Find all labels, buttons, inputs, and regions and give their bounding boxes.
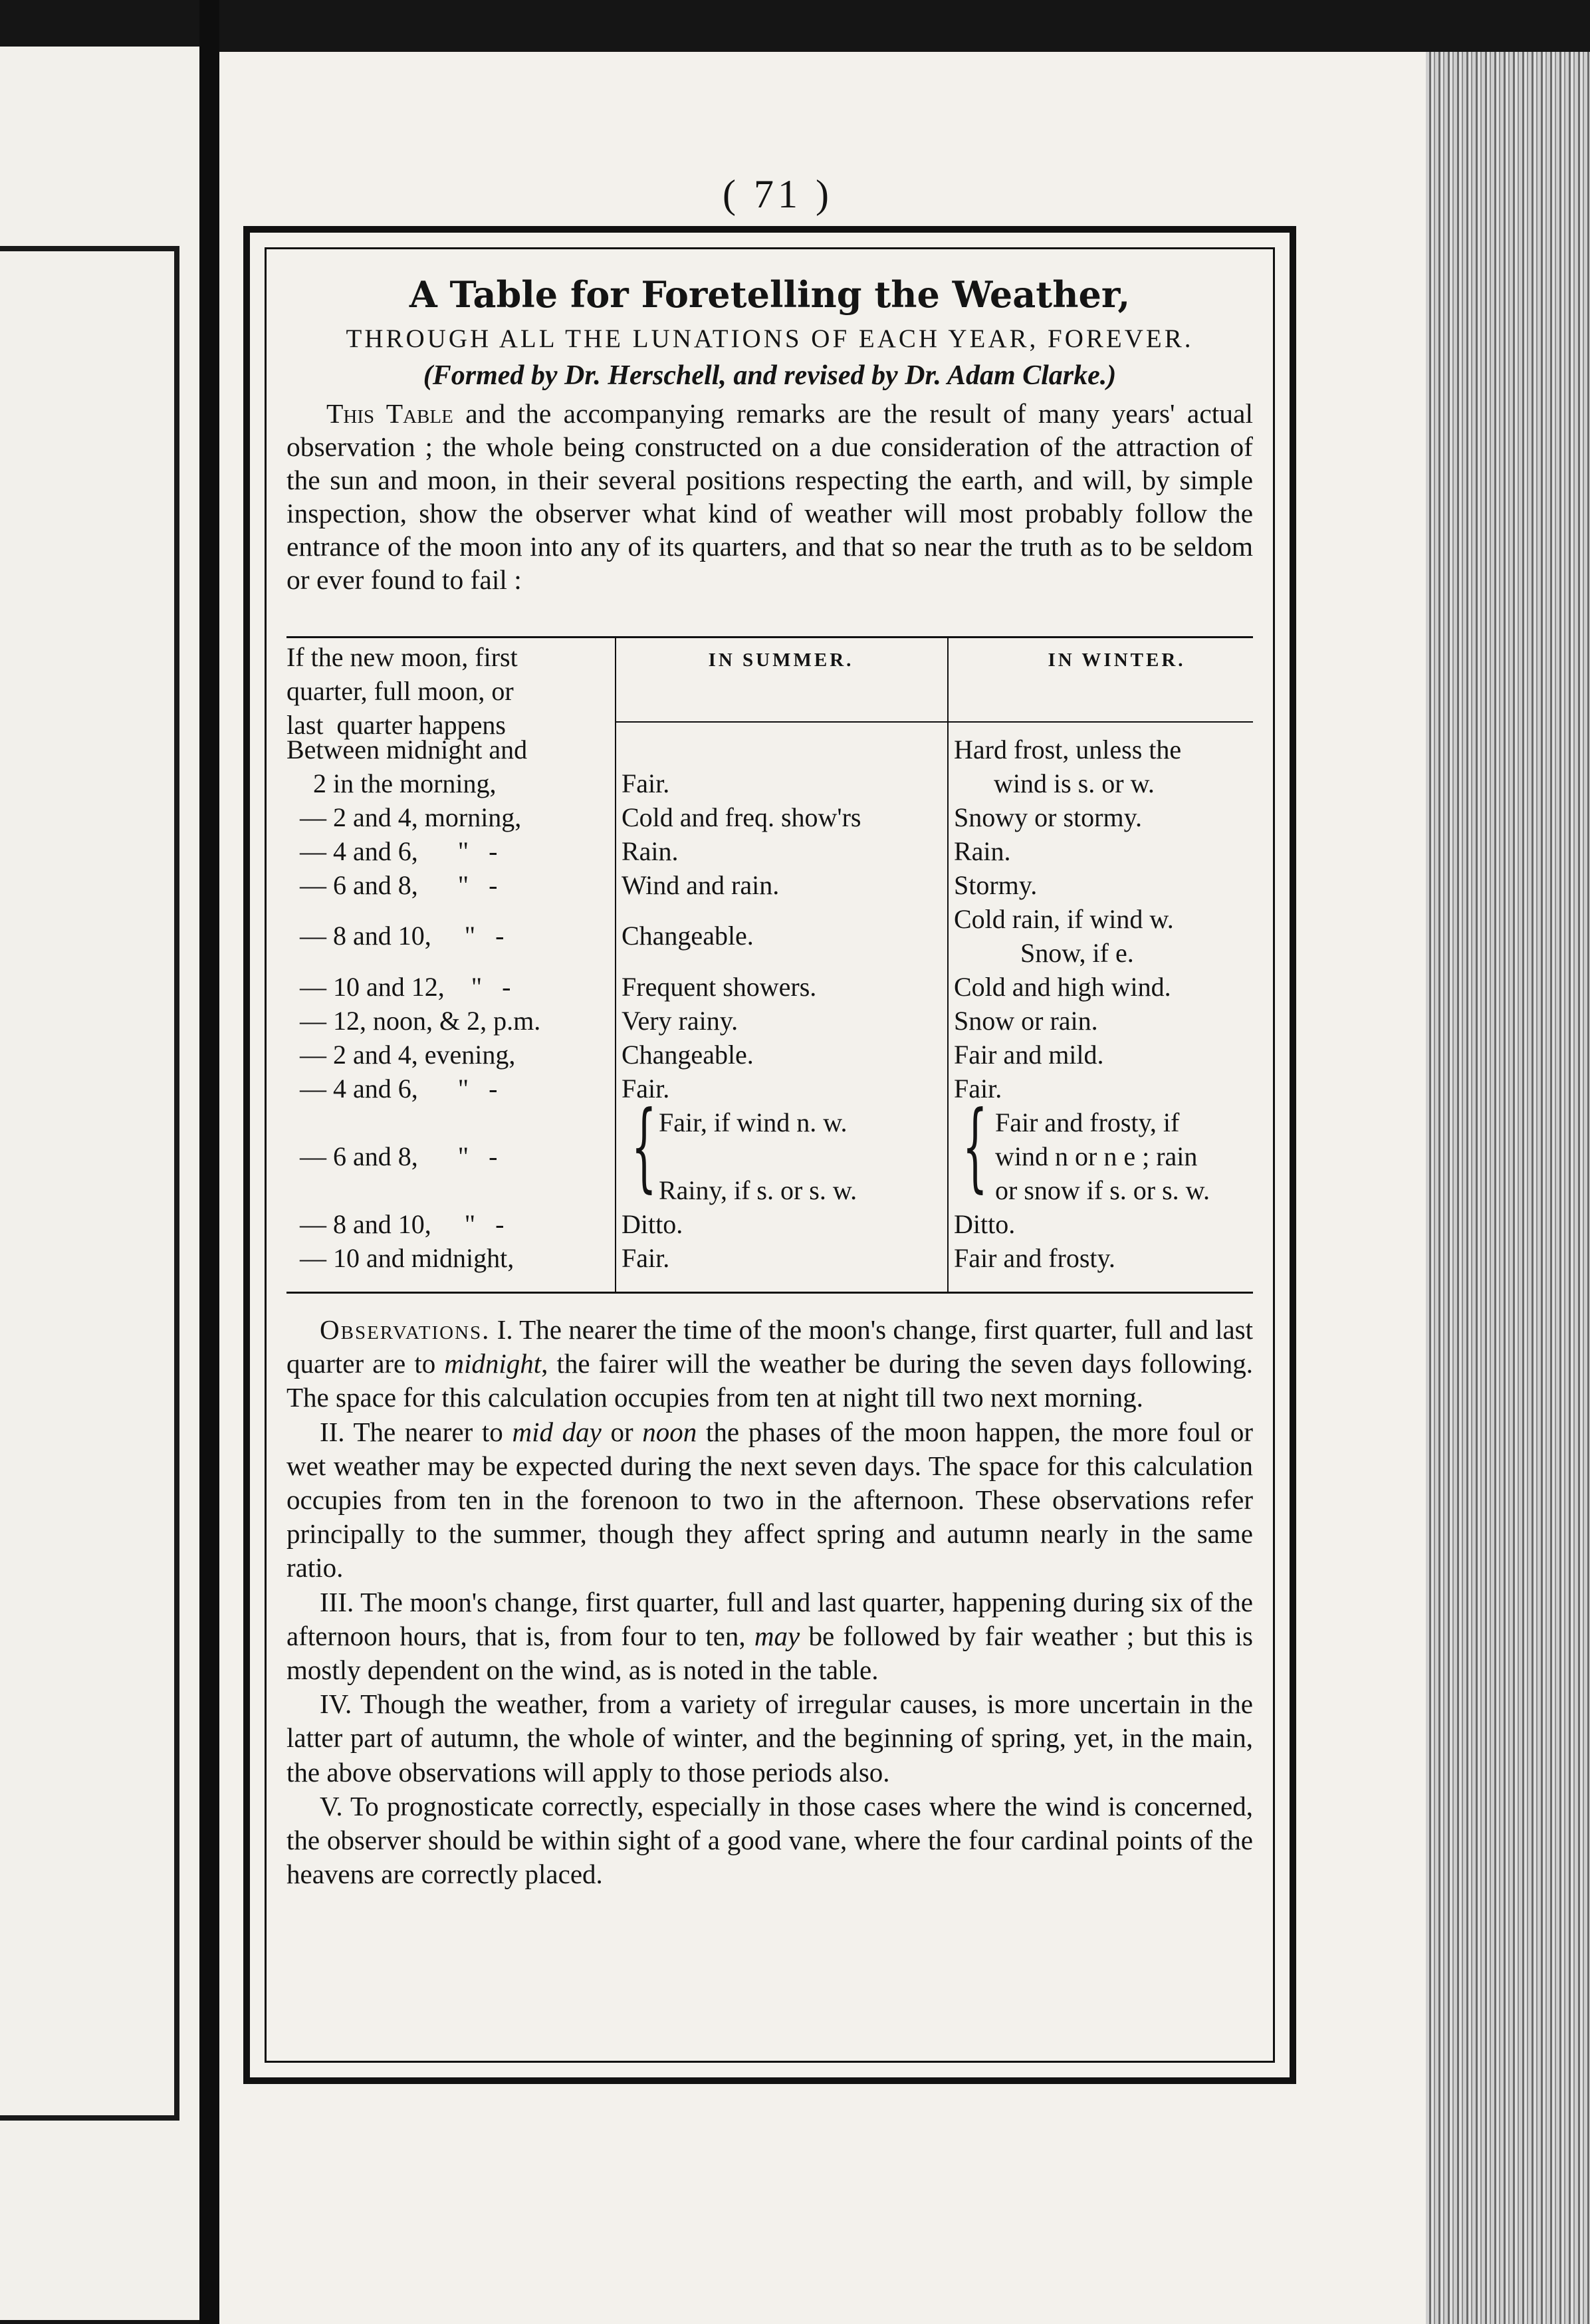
table-cell-winter: Fair and frosty. xyxy=(954,1243,1115,1273)
table-cell-summer: Rain. xyxy=(622,836,679,866)
table-cell-winter: Rain. xyxy=(954,836,1011,866)
observation-text: , the fairer will the weather be during the seven days following. The space for this calculation occupies from ten at night till two next morning. xyxy=(286,1348,1253,1413)
observation-number: V. xyxy=(320,1790,343,1821)
summer-brace: { xyxy=(631,1090,657,1203)
credit-line: (Formed by Dr. Herschell, and revised by Dr. Adam Clarke.) xyxy=(423,360,1117,391)
table-header-rule xyxy=(615,721,1253,723)
observation-paragraph xyxy=(286,1687,1253,1790)
table-cell-summer: Very rainy. xyxy=(622,1006,738,1036)
table-cell-time: — 6 and 8, " - xyxy=(286,870,498,900)
emphasized-text: midnight xyxy=(444,1348,542,1379)
row-header-note: If the new moon, first quarter, full moon, or last quarter happens xyxy=(286,642,518,740)
table-rule-bottom xyxy=(286,1292,1253,1294)
observation-number: II. xyxy=(320,1416,345,1447)
table-cell-time: — 10 and midnight, xyxy=(286,1243,514,1273)
observation-text: The nearer to xyxy=(344,1416,512,1447)
observation-text: To prognosticate correctly, especially in those cases where the wind is concerned, the observer should be within sight of a good vane, where the four cardinal points of the heavens are correctly placed. xyxy=(286,1790,1253,1890)
table-cell-summer: Cold and freq. show'rs xyxy=(622,802,861,832)
weather-table xyxy=(286,636,1253,1294)
table-cell-time: — 2 and 4, evening, xyxy=(286,1040,516,1070)
table-cell-winter: Snowy or stormy. xyxy=(954,802,1142,832)
table-cell-winter: Stormy. xyxy=(954,870,1038,900)
table-cell-winter: Snow or rain. xyxy=(954,1006,1098,1036)
table-cell-summer: Fair. xyxy=(622,768,670,798)
table-cell-time: — 2 and 4, morning, xyxy=(286,802,522,832)
intro-paragraph xyxy=(286,397,1253,596)
observation-text: The nearer the time of the moon's change, first quarter, full and last quarter are to xyxy=(286,1314,1254,1379)
observation-text: be followed by fair weather ; but this is mostly dependent on the wind, as is noted in the table. xyxy=(286,1620,1254,1686)
table-cell-winter: Hard frost, unless the wind is s. or w. xyxy=(954,735,1182,798)
table-cell-winter: Fair and mild. xyxy=(954,1040,1104,1070)
table-cell-summer: Fair. xyxy=(622,1243,670,1273)
table-cell-winter: Cold and high wind. xyxy=(954,972,1171,1002)
observation-text: The moon's change, first quarter, full and last quarter, happening during six of the afternoon hours, that is, from four to ten, xyxy=(286,1586,1253,1651)
table-cell-time: — 4 and 6, " - xyxy=(286,1074,498,1104)
intro-text: and the accompanying remarks are the result of many years' actual observation ; the whole being constructed on a due consideration of the attraction of the sun and moon, in their several positions respecting the earth, and will, by simple inspection, show the observer what kind of weather will most probably follow the entrance of the moon into any of its quarters, and that so near the truth as to be seldom or ever found to fail : xyxy=(286,398,1253,595)
weather-table-frame xyxy=(243,226,1296,2084)
previous-page-frame xyxy=(0,246,179,2121)
table-cell-time: — 8 and 10, " - xyxy=(286,921,505,951)
table-cell-summer: Ditto. xyxy=(622,1209,683,1239)
column-divider xyxy=(947,636,949,1293)
book-gutter xyxy=(199,0,219,2324)
table-cell-summer: Changeable. xyxy=(622,1040,754,1070)
table-cell-summer: Wind and rain. xyxy=(622,870,780,900)
observation-text: or xyxy=(601,1416,643,1447)
observation-paragraph xyxy=(286,1585,1253,1688)
page-title: A Table for Foretelling the Weather, xyxy=(409,273,1131,316)
table-cell-winter: Fair and frosty, if wind n or n e ; rain or snow if s. or s. w. xyxy=(995,1107,1210,1205)
weather-table-inner-frame xyxy=(265,247,1275,2063)
table-cell-time: — 10 and 12, " - xyxy=(286,972,511,1002)
winter-brace: { xyxy=(962,1090,988,1203)
table-cell-time: — 6 and 8, " - xyxy=(286,1141,498,1171)
table-rule-top xyxy=(286,636,1253,638)
table-cell-summer: Changeable. xyxy=(622,921,754,951)
previous-page xyxy=(0,47,199,2320)
emphasized-text: may xyxy=(754,1620,800,1651)
observation-paragraph xyxy=(286,1790,1253,1892)
column-header-winter: IN WINTER. xyxy=(1048,649,1186,671)
table-cell-winter: Ditto. xyxy=(954,1209,1016,1239)
page-number: ( 71 ) xyxy=(723,172,833,216)
observation-number: IV. xyxy=(320,1688,352,1720)
table-cell-time: Between midnight and 2 in the morning, xyxy=(286,735,528,798)
intro-lead: This Table xyxy=(326,398,453,429)
observations-label: Observations. xyxy=(320,1314,491,1345)
table-cell-summer: Fair, if wind n. w. Rainy, if s. or s. w. xyxy=(659,1107,857,1205)
table-cell-winter: Fair. xyxy=(954,1074,1002,1104)
table-cell-time: — 4 and 6, " - xyxy=(286,836,498,866)
table-cell-time: — 12, noon, & 2, p.m. xyxy=(286,1006,541,1036)
emphasized-text: noon xyxy=(642,1416,697,1447)
page-edges xyxy=(1426,52,1590,2324)
observation-paragraph xyxy=(286,1313,1253,1415)
column-divider xyxy=(615,636,616,1293)
table-cell-summer: Fair. xyxy=(622,1074,670,1104)
emphasized-text: mid day xyxy=(512,1416,602,1447)
observation-number: I. xyxy=(497,1314,513,1345)
subtitle: THROUGH ALL THE LUNATIONS OF EACH YEAR, FOREVER. xyxy=(346,324,1194,353)
column-header-summer: IN SUMMER. xyxy=(708,649,854,671)
observations xyxy=(286,1313,1253,1891)
observation-paragraph xyxy=(286,1415,1253,1585)
observation-text: Though the weather, from a variety of irregular causes, is more uncertain in the latter part of autumn, the whole of winter, and the beginning of spring, yet, in the main, the above observations will apply to those periods also. xyxy=(286,1688,1253,1788)
table-cell-time: — 8 and 10, " - xyxy=(286,1209,505,1239)
table-cell-summer: Frequent showers. xyxy=(622,972,817,1002)
table-cell-winter: Cold rain, if wind w. Snow, if e. xyxy=(954,904,1174,968)
observation-text: the phases of the moon happen, the more foul or wet weather may be expected during the next seven days. The space for this calculation occupies from ten in the forenoon to two in the afternoon. These observations refer principally to the summer, though they affect spring and autumn nearly in the same ratio. xyxy=(286,1416,1254,1583)
observation-number: III. xyxy=(320,1586,354,1617)
